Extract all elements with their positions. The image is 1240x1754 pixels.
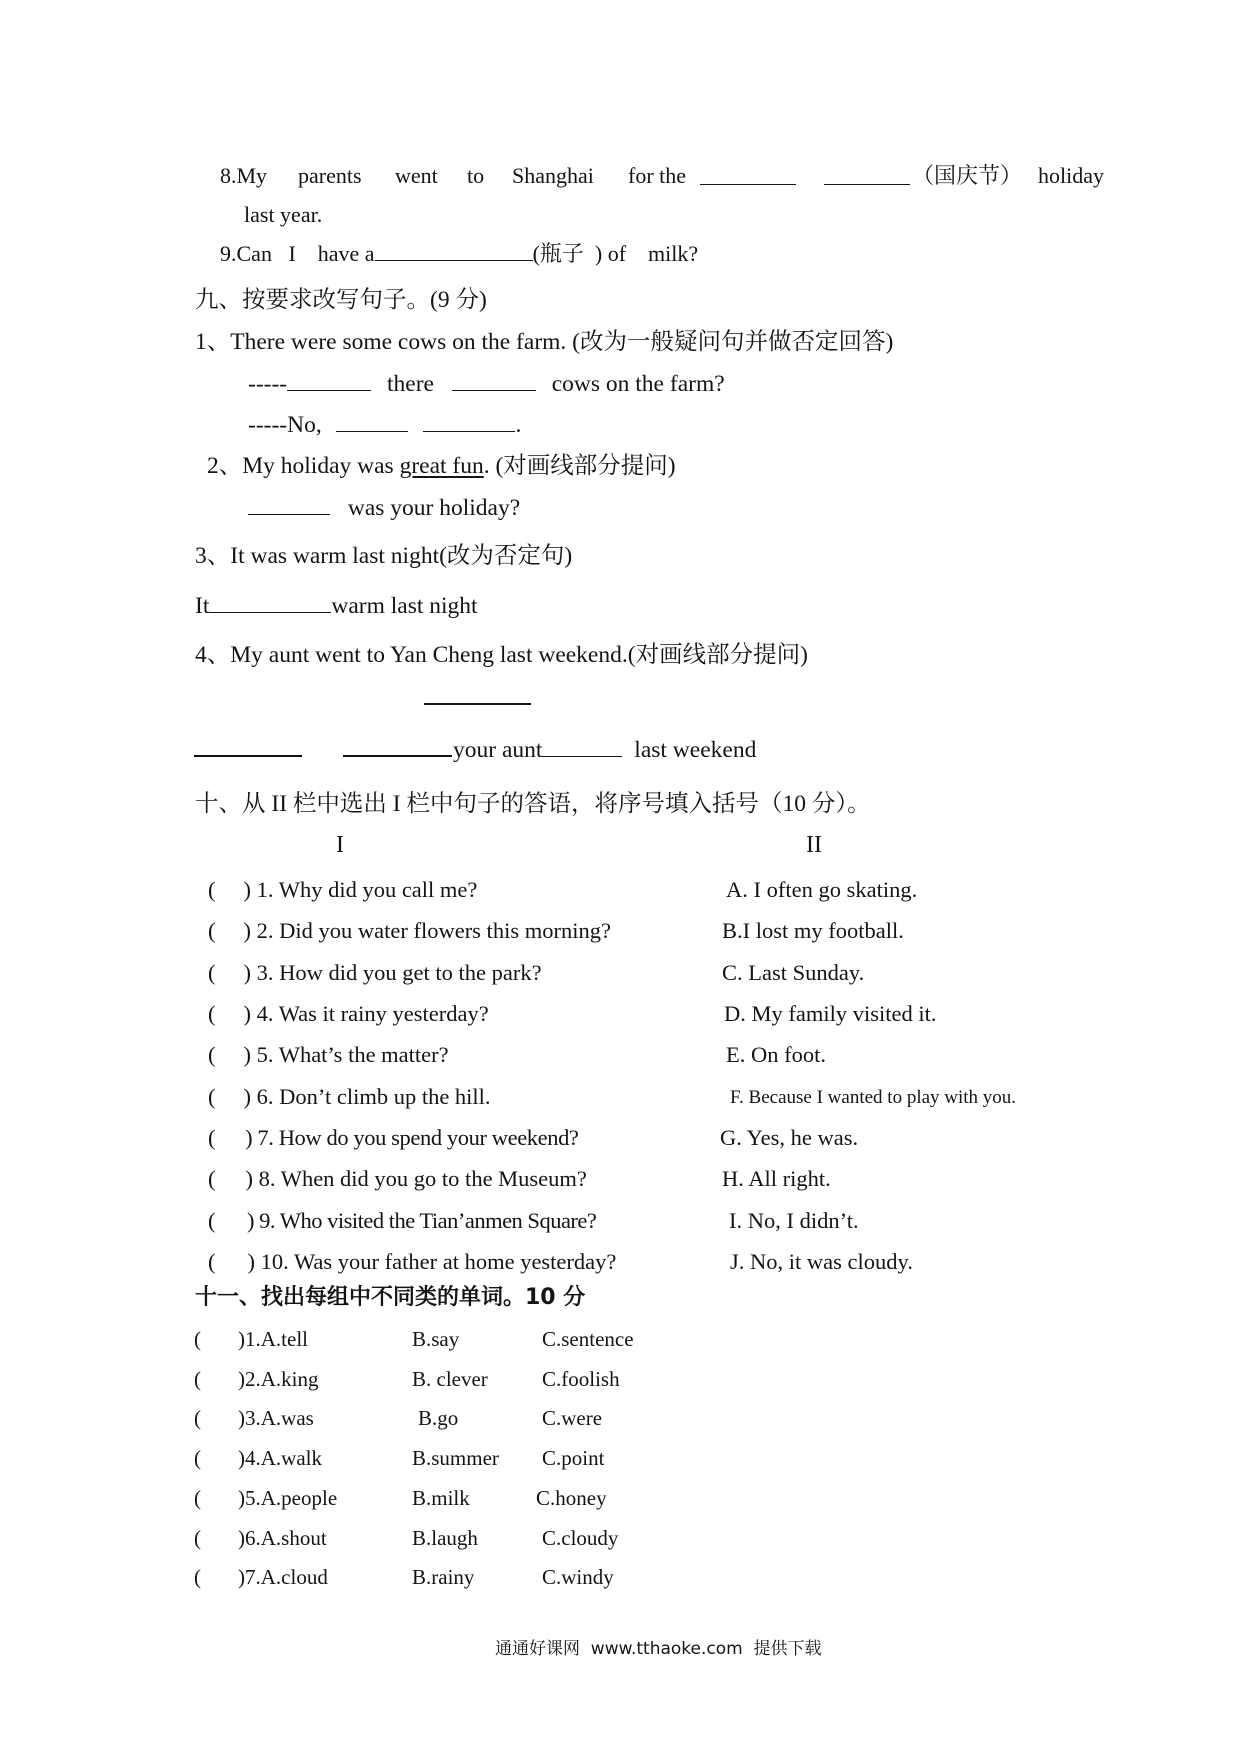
question-text: ) 7. How do you spend your weekend?: [245, 1125, 579, 1150]
answer-option: D. My family visited it.: [724, 1001, 937, 1026]
paren: (: [208, 877, 216, 902]
question-text: ) 3. How did you get to the park?: [243, 960, 542, 985]
option-c: C.cloudy: [542, 1526, 619, 1550]
option-b: B. clever: [412, 1367, 488, 1391]
answer-blank[interactable]: [194, 755, 302, 757]
answer-blank[interactable]: [209, 592, 331, 613]
item2-lead: 2、My holiday was: [207, 453, 400, 479]
dash-prefix: -----: [248, 371, 288, 397]
odd-row[interactable]: [194, 1525, 619, 1551]
answer-blank[interactable]: [375, 240, 533, 261]
q8-word: holiday: [1038, 163, 1104, 188]
s9-item3-answer: [195, 592, 478, 620]
answer-blank[interactable]: [336, 411, 408, 432]
option-c: C.point: [542, 1446, 605, 1470]
page-footer: 通通好课网 www.tthaoke.com 提供下载: [495, 1639, 822, 1659]
column-i-heading: I: [336, 832, 344, 858]
question-text: ) 6. Don’t climb up the hill.: [243, 1084, 491, 1109]
paren: (: [208, 918, 216, 943]
option-a: )2.A.king: [238, 1367, 319, 1391]
q8-word: to: [467, 163, 485, 188]
s9-item1-answer-a: [248, 370, 725, 398]
question-text: ) 1. Why did you call me?: [243, 877, 478, 902]
section-11-title: 十一、找出每组中不同类的单词。10 分: [195, 1285, 586, 1310]
dash-no: -----No,: [248, 412, 322, 438]
q8-word: for the: [628, 163, 687, 188]
answer-blank[interactable]: [423, 411, 515, 432]
option-b: B.rainy: [412, 1565, 475, 1589]
item2-rest: . (对画线部分提问): [483, 453, 676, 479]
word-there: there: [387, 371, 434, 397]
answer-blank[interactable]: [452, 370, 536, 391]
answer-blank[interactable]: [824, 164, 910, 185]
question-row[interactable]: [208, 1041, 449, 1069]
q9-start: 9.Can I have a: [220, 241, 375, 266]
paren: (: [208, 1125, 216, 1150]
question-text: ) 2. Did you water flowers this morning?: [243, 918, 611, 943]
option-b: B.laugh: [412, 1526, 478, 1550]
answer-option: C. Last Sunday.: [722, 960, 865, 985]
q9-hint: (瓶子 ) of milk?: [532, 241, 699, 266]
item3-end: warm last night: [331, 593, 478, 619]
answer-blank[interactable]: [700, 164, 796, 185]
option-a: )1.A.tell: [238, 1327, 308, 1351]
option-a: )3.A.was: [238, 1406, 314, 1430]
question-text: ) 5. What’s the matter?: [243, 1042, 449, 1067]
answer-option: H. All right.: [722, 1166, 831, 1191]
odd-row[interactable]: [194, 1405, 603, 1431]
section-9-title: 九、按要求改写句子。(9 分): [195, 287, 487, 313]
option-b: B.summer: [412, 1446, 499, 1470]
odd-row[interactable]: [194, 1326, 634, 1352]
question-row[interactable]: [208, 917, 611, 945]
answer-option: E. On foot.: [726, 1042, 826, 1067]
answer-blank[interactable]: [343, 755, 452, 757]
option-a: )4.A.walk: [238, 1446, 322, 1470]
paren: (: [194, 1446, 201, 1470]
question-row[interactable]: [208, 1083, 491, 1111]
s9-item2-prompt: [207, 452, 676, 480]
option-c: C.windy: [542, 1565, 614, 1589]
question-8-line2: last year.: [244, 202, 323, 227]
option-c: C.honey: [536, 1486, 607, 1510]
q8-word: 8.My: [220, 163, 268, 188]
q8-word: parents: [298, 163, 362, 188]
question-row[interactable]: [208, 1248, 616, 1276]
option-b: B.milk: [412, 1486, 470, 1510]
option-b: B.say: [412, 1327, 460, 1351]
paren: (: [194, 1327, 201, 1351]
answer-option: B.I lost my football.: [722, 918, 904, 943]
paren: (: [208, 1208, 215, 1233]
s9-item1-prompt: 1、There were some cows on the farm. (改为一般疑问句并做否定回答): [195, 329, 894, 355]
item2-answer-text: was your holiday?: [347, 495, 521, 521]
answer-option: F. Because I wanted to play with you.: [730, 1087, 1017, 1108]
option-c: C.foolish: [542, 1367, 620, 1391]
answer-option: I. No, I didn’t.: [729, 1208, 859, 1233]
paren: (: [208, 1001, 216, 1026]
period: .: [515, 412, 522, 438]
item3-it: It: [195, 593, 210, 619]
option-c: C.sentence: [542, 1327, 634, 1351]
answer-option: G. Yes, he was.: [720, 1125, 859, 1150]
odd-row[interactable]: [194, 1485, 607, 1511]
section-10-title: 十、从 II 栏中选出 I 栏中句子的答语，将序号填入括号（10 分）。: [195, 791, 871, 817]
item4-end: last weekend: [634, 737, 757, 763]
option-b: B.go: [418, 1406, 459, 1430]
question-text: ) 10. Was your father at home yesterday?: [247, 1249, 617, 1274]
question-row[interactable]: [208, 1000, 489, 1028]
q8-word: Shanghai: [512, 163, 594, 188]
paren: (: [208, 960, 216, 985]
question-text: ) 9. Who visited the Tian’anmen Square?: [247, 1208, 597, 1233]
paren: (: [208, 1042, 216, 1067]
paren: (: [194, 1406, 201, 1430]
s9-item4-answer: [453, 736, 756, 764]
question-text: ) 8. When did you go to the Museum?: [245, 1166, 587, 1191]
question-row[interactable]: [208, 1124, 579, 1152]
paren: (: [208, 1084, 216, 1109]
odd-row[interactable]: [194, 1366, 620, 1392]
answer-option: A. I often go skating.: [726, 877, 918, 902]
question-row[interactable]: [208, 1207, 596, 1235]
paren: (: [194, 1565, 201, 1589]
paren: (: [194, 1526, 201, 1550]
q8-word: went: [395, 163, 438, 188]
paren: (: [208, 1249, 216, 1274]
option-a: )6.A.shout: [238, 1526, 327, 1550]
column-ii-heading: II: [806, 832, 822, 858]
answer-blank[interactable]: [287, 370, 371, 391]
option-a: )5.A.people: [238, 1486, 338, 1510]
question-row[interactable]: [208, 1165, 587, 1193]
question-row[interactable]: [208, 959, 542, 987]
option-c: C.were: [542, 1406, 603, 1430]
paren: (: [194, 1486, 201, 1510]
s9-item3-prompt: 3、It was warm last night(改为否定句): [195, 543, 573, 569]
question-row[interactable]: [208, 876, 477, 904]
s9-item4-prompt: 4、My aunt went to Yan Cheng last weekend.(对画线部分提问): [195, 642, 808, 668]
answer-blank[interactable]: [542, 736, 622, 757]
q8-hint: （国庆节）: [912, 163, 1023, 188]
odd-row[interactable]: [194, 1564, 614, 1590]
question-9: [220, 240, 698, 268]
option-a: )7.A.cloud: [238, 1565, 328, 1589]
underline-mark: [424, 703, 531, 705]
item4-your-aunt: your aunt: [453, 737, 543, 763]
phrase-cows: cows on the farm?: [551, 371, 725, 397]
answer-option: J. No, it was cloudy.: [730, 1249, 913, 1274]
answer-blank[interactable]: [248, 494, 330, 515]
odd-row[interactable]: [194, 1445, 605, 1471]
question-text: ) 4. Was it rainy yesterday?: [243, 1001, 489, 1026]
s9-item1-answer-b: [248, 411, 521, 439]
s9-item2-answer: [248, 494, 520, 522]
paren: (: [208, 1166, 216, 1191]
underlined-phrase: great fun: [399, 453, 484, 479]
paren: (: [194, 1367, 201, 1391]
